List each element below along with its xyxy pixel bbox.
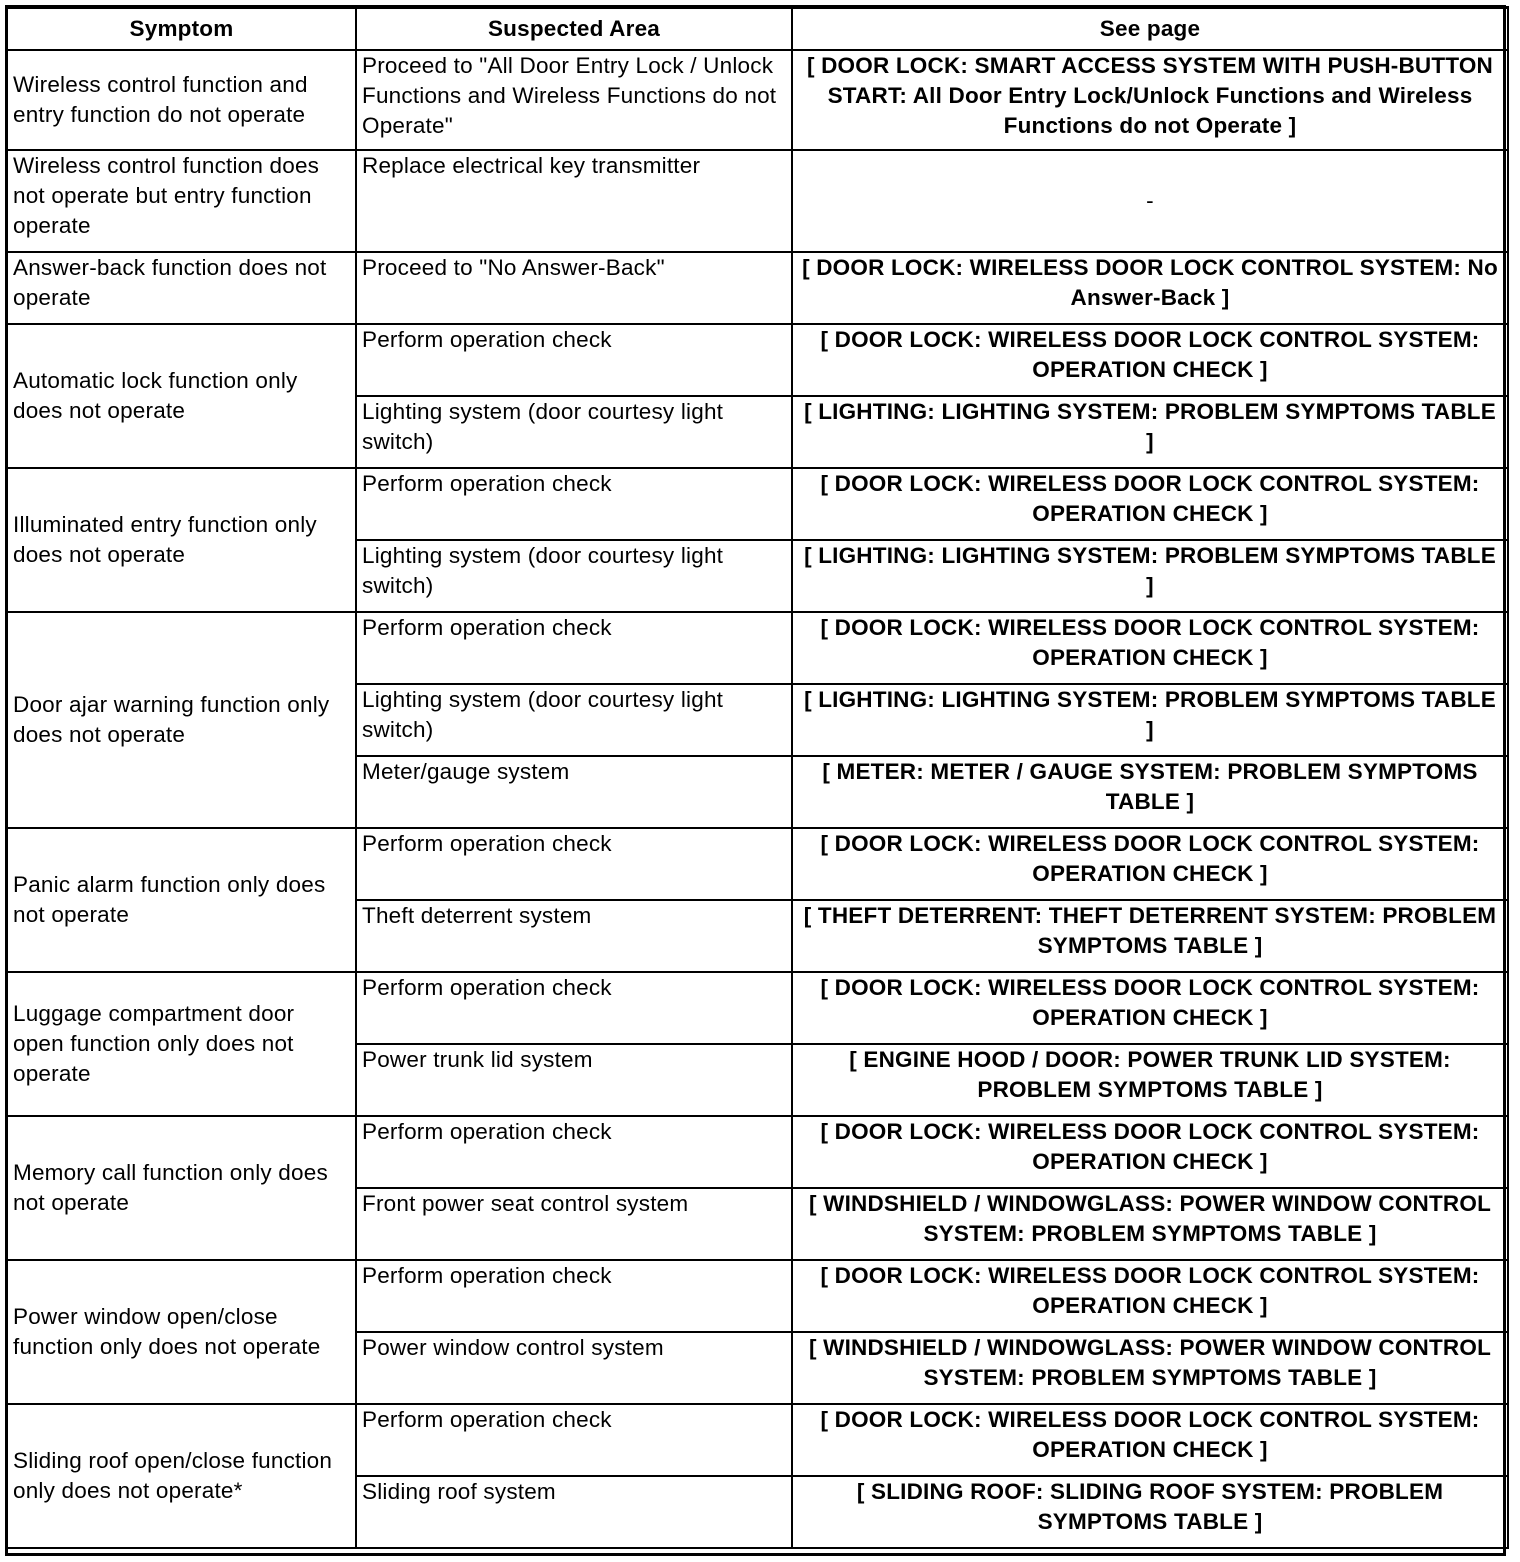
table-row (7, 972, 1508, 1044)
see-page-cell: [ LIGHTING: LIGHTING SYSTEM: PROBLEM SYMPTOMS TABLE ] (792, 540, 1508, 612)
suspected-area-cell: Replace electrical key transmitter (356, 150, 792, 252)
symptom-cell: Illuminated entry function only does not operate (7, 468, 356, 612)
suspected-area-cell: Perform operation check (356, 324, 792, 396)
suspected-area-cell: Perform operation check (356, 972, 792, 1044)
see-page-cell: [ DOOR LOCK: WIRELESS DOOR LOCK CONTROL SYSTEM: OPERATION CHECK ] (792, 972, 1508, 1044)
table-row (7, 1116, 1508, 1188)
symptom-cell: Sliding roof open/close function only does not operate* (7, 1404, 356, 1548)
suspected-area-cell: Power trunk lid system (356, 1044, 792, 1116)
table-row (7, 828, 1508, 900)
see-page-cell: - (792, 150, 1508, 252)
see-page-cell: [ LIGHTING: LIGHTING SYSTEM: PROBLEM SYMPTOMS TABLE ] (792, 396, 1508, 468)
suspected-area-cell: Perform operation check (356, 828, 792, 900)
see-page-cell: [ DOOR LOCK: WIRELESS DOOR LOCK CONTROL SYSTEM: OPERATION CHECK ] (792, 1116, 1508, 1188)
suspected-area-cell: Power window control system (356, 1332, 792, 1404)
table-row (7, 324, 1508, 396)
table-row (7, 1260, 1508, 1332)
see-page-cell: [ DOOR LOCK: WIRELESS DOOR LOCK CONTROL SYSTEM: OPERATION CHECK ] (792, 828, 1508, 900)
suspected-area-cell: Sliding roof system (356, 1476, 792, 1548)
suspected-area-cell: Theft deterrent system (356, 900, 792, 972)
symptom-cell: Wireless control function does not operate but entry function operate (7, 150, 356, 252)
header-see-page: See page (792, 8, 1508, 51)
suspected-area-cell: Perform operation check (356, 468, 792, 540)
see-page-cell: [ DOOR LOCK: WIRELESS DOOR LOCK CONTROL SYSTEM: OPERATION CHECK ] (792, 612, 1508, 684)
suspected-area-cell: Perform operation check (356, 612, 792, 684)
see-page-cell: [ LIGHTING: LIGHTING SYSTEM: PROBLEM SYMPTOMS TABLE ] (792, 684, 1508, 756)
see-page-cell: [ WINDSHIELD / WINDOWGLASS: POWER WINDOW CONTROL SYSTEM: PROBLEM SYMPTOMS TABLE ] (792, 1332, 1508, 1404)
header-suspected-area: Suspected Area (356, 8, 792, 51)
table-row (7, 1404, 1508, 1476)
see-page-cell: [ DOOR LOCK: WIRELESS DOOR LOCK CONTROL SYSTEM: No Answer-Back ] (792, 252, 1508, 324)
symptom-cell: Automatic lock function only does not operate (7, 324, 356, 468)
suspected-area-cell: Perform operation check (356, 1404, 792, 1476)
symptom-cell: Luggage compartment door open function only does not operate (7, 972, 356, 1116)
suspected-area-cell: Perform operation check (356, 1260, 792, 1332)
table-row (7, 612, 1508, 684)
symptom-cell: Panic alarm function only does not operate (7, 828, 356, 972)
see-page-cell: [ DOOR LOCK: SMART ACCESS SYSTEM WITH PUSH-BUTTON START: All Door Entry Lock/Unlock Functions and Wireless Functions do not Operate ] (792, 50, 1508, 150)
symptom-cell: Door ajar warning function only does not operate (7, 612, 356, 828)
suspected-area-cell: Lighting system (door courtesy light switch) (356, 540, 792, 612)
table-row (7, 50, 1508, 150)
see-page-cell: [ DOOR LOCK: WIRELESS DOOR LOCK CONTROL SYSTEM: OPERATION CHECK ] (792, 324, 1508, 396)
see-page-cell: [ DOOR LOCK: WIRELESS DOOR LOCK CONTROL SYSTEM: OPERATION CHECK ] (792, 1404, 1508, 1476)
see-page-cell: [ THEFT DETERRENT: THEFT DETERRENT SYSTEM: PROBLEM SYMPTOMS TABLE ] (792, 900, 1508, 972)
suspected-area-cell: Proceed to "All Door Entry Lock / Unlock Functions and Wireless Functions do not Operate" (356, 50, 792, 150)
suspected-area-cell: Perform operation check (356, 1116, 792, 1188)
symptom-cell: Memory call function only does not operate (7, 1116, 356, 1260)
problem-symptoms-table (6, 6, 1509, 1549)
symptom-cell: Wireless control function and entry function do not operate (7, 50, 356, 150)
table-row (7, 468, 1508, 540)
table-row (7, 252, 1508, 324)
suspected-area-cell: Lighting system (door courtesy light switch) (356, 396, 792, 468)
see-page-cell: [ ENGINE HOOD / DOOR: POWER TRUNK LID SYSTEM: PROBLEM SYMPTOMS TABLE ] (792, 1044, 1508, 1116)
see-page-cell: [ DOOR LOCK: WIRELESS DOOR LOCK CONTROL SYSTEM: OPERATION CHECK ] (792, 468, 1508, 540)
see-page-cell: [ METER: METER / GAUGE SYSTEM: PROBLEM SYMPTOMS TABLE ] (792, 756, 1508, 828)
table-body (7, 50, 1508, 1548)
see-page-cell: [ DOOR LOCK: WIRELESS DOOR LOCK CONTROL SYSTEM: OPERATION CHECK ] (792, 1260, 1508, 1332)
see-page-cell: [ SLIDING ROOF: SLIDING ROOF SYSTEM: PROBLEM SYMPTOMS TABLE ] (792, 1476, 1508, 1548)
symptom-cell: Power window open/close function only does not operate (7, 1260, 356, 1404)
header-row (7, 8, 1508, 51)
symptom-cell: Answer-back function does not operate (7, 252, 356, 324)
see-page-cell: [ WINDSHIELD / WINDOWGLASS: POWER WINDOW CONTROL SYSTEM: PROBLEM SYMPTOMS TABLE ] (792, 1188, 1508, 1260)
header-symptom: Symptom (7, 8, 356, 51)
suspected-area-cell: Lighting system (door courtesy light switch) (356, 684, 792, 756)
suspected-area-cell: Front power seat control system (356, 1188, 792, 1260)
suspected-area-cell: Meter/gauge system (356, 756, 792, 828)
suspected-area-cell: Proceed to "No Answer-Back" (356, 252, 792, 324)
table-row (7, 150, 1508, 252)
